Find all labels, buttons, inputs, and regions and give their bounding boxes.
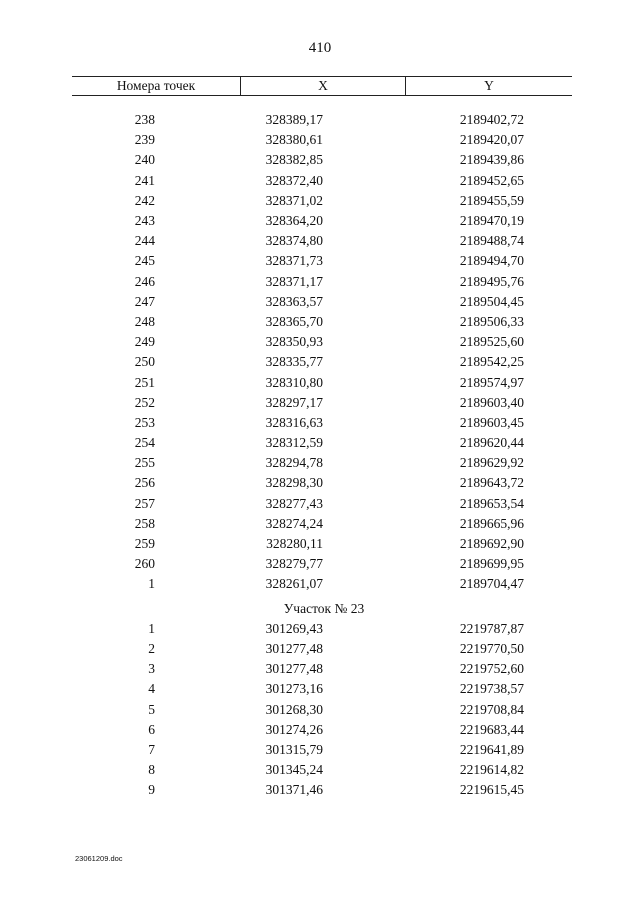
x-coordinate-cell: 328294,78 bbox=[265, 455, 323, 471]
x-coordinate-cell: 328380,61 bbox=[265, 132, 323, 148]
y-coordinate-cell: 2219615,45 bbox=[459, 782, 524, 798]
y-coordinate-cell: 2189653,54 bbox=[459, 495, 524, 511]
table-row bbox=[0, 453, 640, 473]
page-number: 410 bbox=[308, 40, 332, 56]
point-number-cell: 253 bbox=[134, 414, 155, 430]
point-number-cell: 238 bbox=[134, 112, 155, 128]
y-coordinate-cell: 2189629,92 bbox=[459, 455, 524, 471]
y-coordinate-cell: 2189455,59 bbox=[459, 192, 524, 208]
point-number-cell: 9 bbox=[148, 782, 155, 798]
x-coordinate-cell: 328371,73 bbox=[265, 253, 323, 269]
x-coordinate-cell: 328279,77 bbox=[265, 556, 323, 572]
x-coordinate-cell: 328372,40 bbox=[265, 172, 323, 188]
x-coordinate-cell: 328350,93 bbox=[265, 334, 323, 350]
table-row bbox=[0, 130, 640, 150]
y-coordinate-cell: 2189495,76 bbox=[459, 273, 524, 289]
y-coordinate-cell: 2189704,47 bbox=[459, 576, 524, 592]
x-coordinate-cell: 301277,48 bbox=[265, 661, 323, 677]
y-coordinate-cell: 2189574,97 bbox=[459, 374, 524, 390]
table-row bbox=[0, 720, 640, 740]
y-coordinate-cell: 2189504,45 bbox=[459, 293, 524, 309]
point-number-cell: 260 bbox=[134, 556, 155, 572]
table-row bbox=[0, 433, 640, 453]
section-title-text: Участок № 23 bbox=[283, 600, 365, 616]
y-coordinate-cell: 2189643,72 bbox=[459, 475, 524, 491]
table-row bbox=[0, 372, 640, 392]
y-coordinate-cell: 2219770,50 bbox=[459, 640, 524, 656]
point-number-cell: 4 bbox=[148, 681, 155, 697]
table-row bbox=[0, 150, 640, 170]
table-header bbox=[72, 77, 572, 95]
x-coordinate-cell: 328371,02 bbox=[265, 192, 323, 208]
x-coordinate-cell: 328382,85 bbox=[265, 152, 323, 168]
table-row bbox=[0, 312, 640, 332]
point-number-cell: 6 bbox=[148, 721, 155, 737]
header-y: Y bbox=[484, 78, 494, 93]
x-coordinate-cell: 301371,46 bbox=[265, 782, 323, 798]
y-coordinate-cell: 2219683,44 bbox=[459, 721, 524, 737]
y-coordinate-cell: 2189603,45 bbox=[459, 414, 524, 430]
point-number-cell: 247 bbox=[134, 293, 155, 309]
table-row bbox=[0, 473, 640, 493]
x-coordinate-cell: 328316,63 bbox=[265, 414, 323, 430]
table-row bbox=[0, 679, 640, 699]
y-coordinate-cell: 2219738,57 bbox=[459, 681, 524, 697]
table-row bbox=[0, 393, 640, 413]
table-row bbox=[0, 619, 640, 639]
header-point-numbers: Номера точек bbox=[116, 78, 196, 93]
x-coordinate-cell: 328280,11 bbox=[266, 536, 323, 552]
x-coordinate-cell: 301277,48 bbox=[265, 640, 323, 656]
table-row bbox=[0, 740, 640, 760]
x-coordinate-cell: 328374,80 bbox=[265, 233, 323, 249]
x-coordinate-cell: 328365,70 bbox=[265, 313, 323, 329]
point-number-cell: 256 bbox=[134, 475, 155, 491]
y-coordinate-cell: 2189665,96 bbox=[459, 515, 524, 531]
point-number-cell: 242 bbox=[134, 192, 155, 208]
point-number-cell: 1 bbox=[148, 620, 155, 636]
x-coordinate-cell: 328364,20 bbox=[265, 213, 323, 229]
y-coordinate-cell: 2189439,86 bbox=[459, 152, 524, 168]
point-number-cell: 258 bbox=[134, 515, 155, 531]
point-number-cell: 239 bbox=[134, 132, 155, 148]
table-row bbox=[0, 574, 640, 594]
table-row bbox=[0, 211, 640, 231]
y-coordinate-cell: 2189488,74 bbox=[459, 233, 524, 249]
point-number-cell: 241 bbox=[134, 172, 155, 188]
point-number-cell: 252 bbox=[134, 394, 155, 410]
point-number-cell: 255 bbox=[134, 455, 155, 471]
y-coordinate-cell: 2189506,33 bbox=[459, 313, 524, 329]
table-row bbox=[0, 191, 640, 211]
y-coordinate-cell: 2189402,72 bbox=[459, 112, 524, 128]
point-number-cell: 248 bbox=[134, 313, 155, 329]
point-number-cell: 257 bbox=[134, 495, 155, 511]
x-coordinate-cell: 328261,07 bbox=[265, 576, 323, 592]
table-row bbox=[0, 760, 640, 780]
y-coordinate-cell: 2189494,70 bbox=[459, 253, 524, 269]
point-number-cell: 259 bbox=[134, 536, 155, 552]
x-coordinate-cell: 328277,43 bbox=[265, 495, 323, 511]
point-number-cell: 246 bbox=[134, 273, 155, 289]
y-coordinate-cell: 2219787,87 bbox=[459, 620, 524, 636]
point-number-cell: 8 bbox=[148, 762, 155, 778]
x-coordinate-cell: 328297,17 bbox=[265, 394, 323, 410]
table-row bbox=[0, 292, 640, 312]
point-number-cell: 1 bbox=[148, 576, 155, 592]
point-number-cell: 5 bbox=[148, 701, 155, 717]
point-number-cell: 250 bbox=[134, 354, 155, 370]
y-coordinate-cell: 2189620,44 bbox=[459, 435, 524, 451]
table-row bbox=[0, 352, 640, 372]
table-row bbox=[0, 494, 640, 514]
y-coordinate-cell: 2189692,90 bbox=[459, 536, 524, 552]
x-coordinate-cell: 328371,17 bbox=[265, 273, 323, 289]
x-coordinate-cell: 301273,16 bbox=[265, 681, 323, 697]
header-x: X bbox=[240, 77, 406, 95]
table-row bbox=[0, 171, 640, 191]
y-coordinate-cell: 2189420,07 bbox=[459, 132, 524, 148]
point-number-cell: 3 bbox=[148, 661, 155, 677]
x-coordinate-cell: 301268,30 bbox=[265, 701, 323, 717]
table-row bbox=[0, 659, 640, 679]
table-row bbox=[0, 272, 640, 292]
x-coordinate-cell: 301345,24 bbox=[265, 762, 323, 778]
x-coordinate-cell: 328310,80 bbox=[265, 374, 323, 390]
x-coordinate-cell: 328312,59 bbox=[265, 435, 323, 451]
y-coordinate-cell: 2219614,82 bbox=[459, 762, 524, 778]
table-row bbox=[0, 332, 640, 352]
table-row bbox=[0, 110, 640, 130]
table-row bbox=[0, 699, 640, 719]
point-number-cell: 7 bbox=[148, 741, 155, 757]
table-row bbox=[0, 231, 640, 251]
x-coordinate-cell: 328298,30 bbox=[265, 475, 323, 491]
point-number-cell: 254 bbox=[134, 435, 155, 451]
table-row bbox=[0, 514, 640, 534]
y-coordinate-cell: 2189699,95 bbox=[459, 556, 524, 572]
table-row bbox=[0, 251, 640, 271]
table-row bbox=[0, 639, 640, 659]
y-coordinate-cell: 2189470,19 bbox=[459, 213, 524, 229]
table-row bbox=[0, 554, 640, 574]
table-row bbox=[0, 534, 640, 554]
point-number-cell: 240 bbox=[134, 152, 155, 168]
y-coordinate-cell: 2189542,25 bbox=[459, 354, 524, 370]
point-number-cell: 244 bbox=[134, 233, 155, 249]
x-coordinate-cell: 328389,17 bbox=[265, 112, 323, 128]
section-title bbox=[0, 599, 640, 619]
y-coordinate-cell: 2219752,60 bbox=[459, 661, 524, 677]
point-number-cell: 249 bbox=[134, 334, 155, 350]
point-number-cell: 2 bbox=[148, 640, 155, 656]
x-coordinate-cell: 328363,57 bbox=[265, 293, 323, 309]
y-coordinate-cell: 2189603,40 bbox=[459, 394, 524, 410]
table-header-rule bbox=[72, 95, 572, 96]
x-coordinate-cell: 301274,26 bbox=[265, 721, 323, 737]
y-coordinate-cell: 2189452,65 bbox=[459, 172, 524, 188]
point-number-cell: 251 bbox=[134, 374, 155, 390]
footer-filename: 23061209.doc bbox=[75, 854, 123, 863]
x-coordinate-cell: 301269,43 bbox=[265, 620, 323, 636]
point-number-cell: 243 bbox=[134, 213, 155, 229]
table-row bbox=[0, 413, 640, 433]
coordinates-table-body bbox=[0, 110, 640, 800]
table-row bbox=[0, 780, 640, 800]
y-coordinate-cell: 2219708,84 bbox=[459, 701, 524, 717]
point-number-cell: 245 bbox=[134, 253, 155, 269]
x-coordinate-cell: 328335,77 bbox=[265, 354, 323, 370]
y-coordinate-cell: 2219641,89 bbox=[459, 741, 524, 757]
x-coordinate-cell: 328274,24 bbox=[265, 515, 323, 531]
x-coordinate-cell: 301315,79 bbox=[265, 741, 323, 757]
y-coordinate-cell: 2189525,60 bbox=[459, 334, 524, 350]
